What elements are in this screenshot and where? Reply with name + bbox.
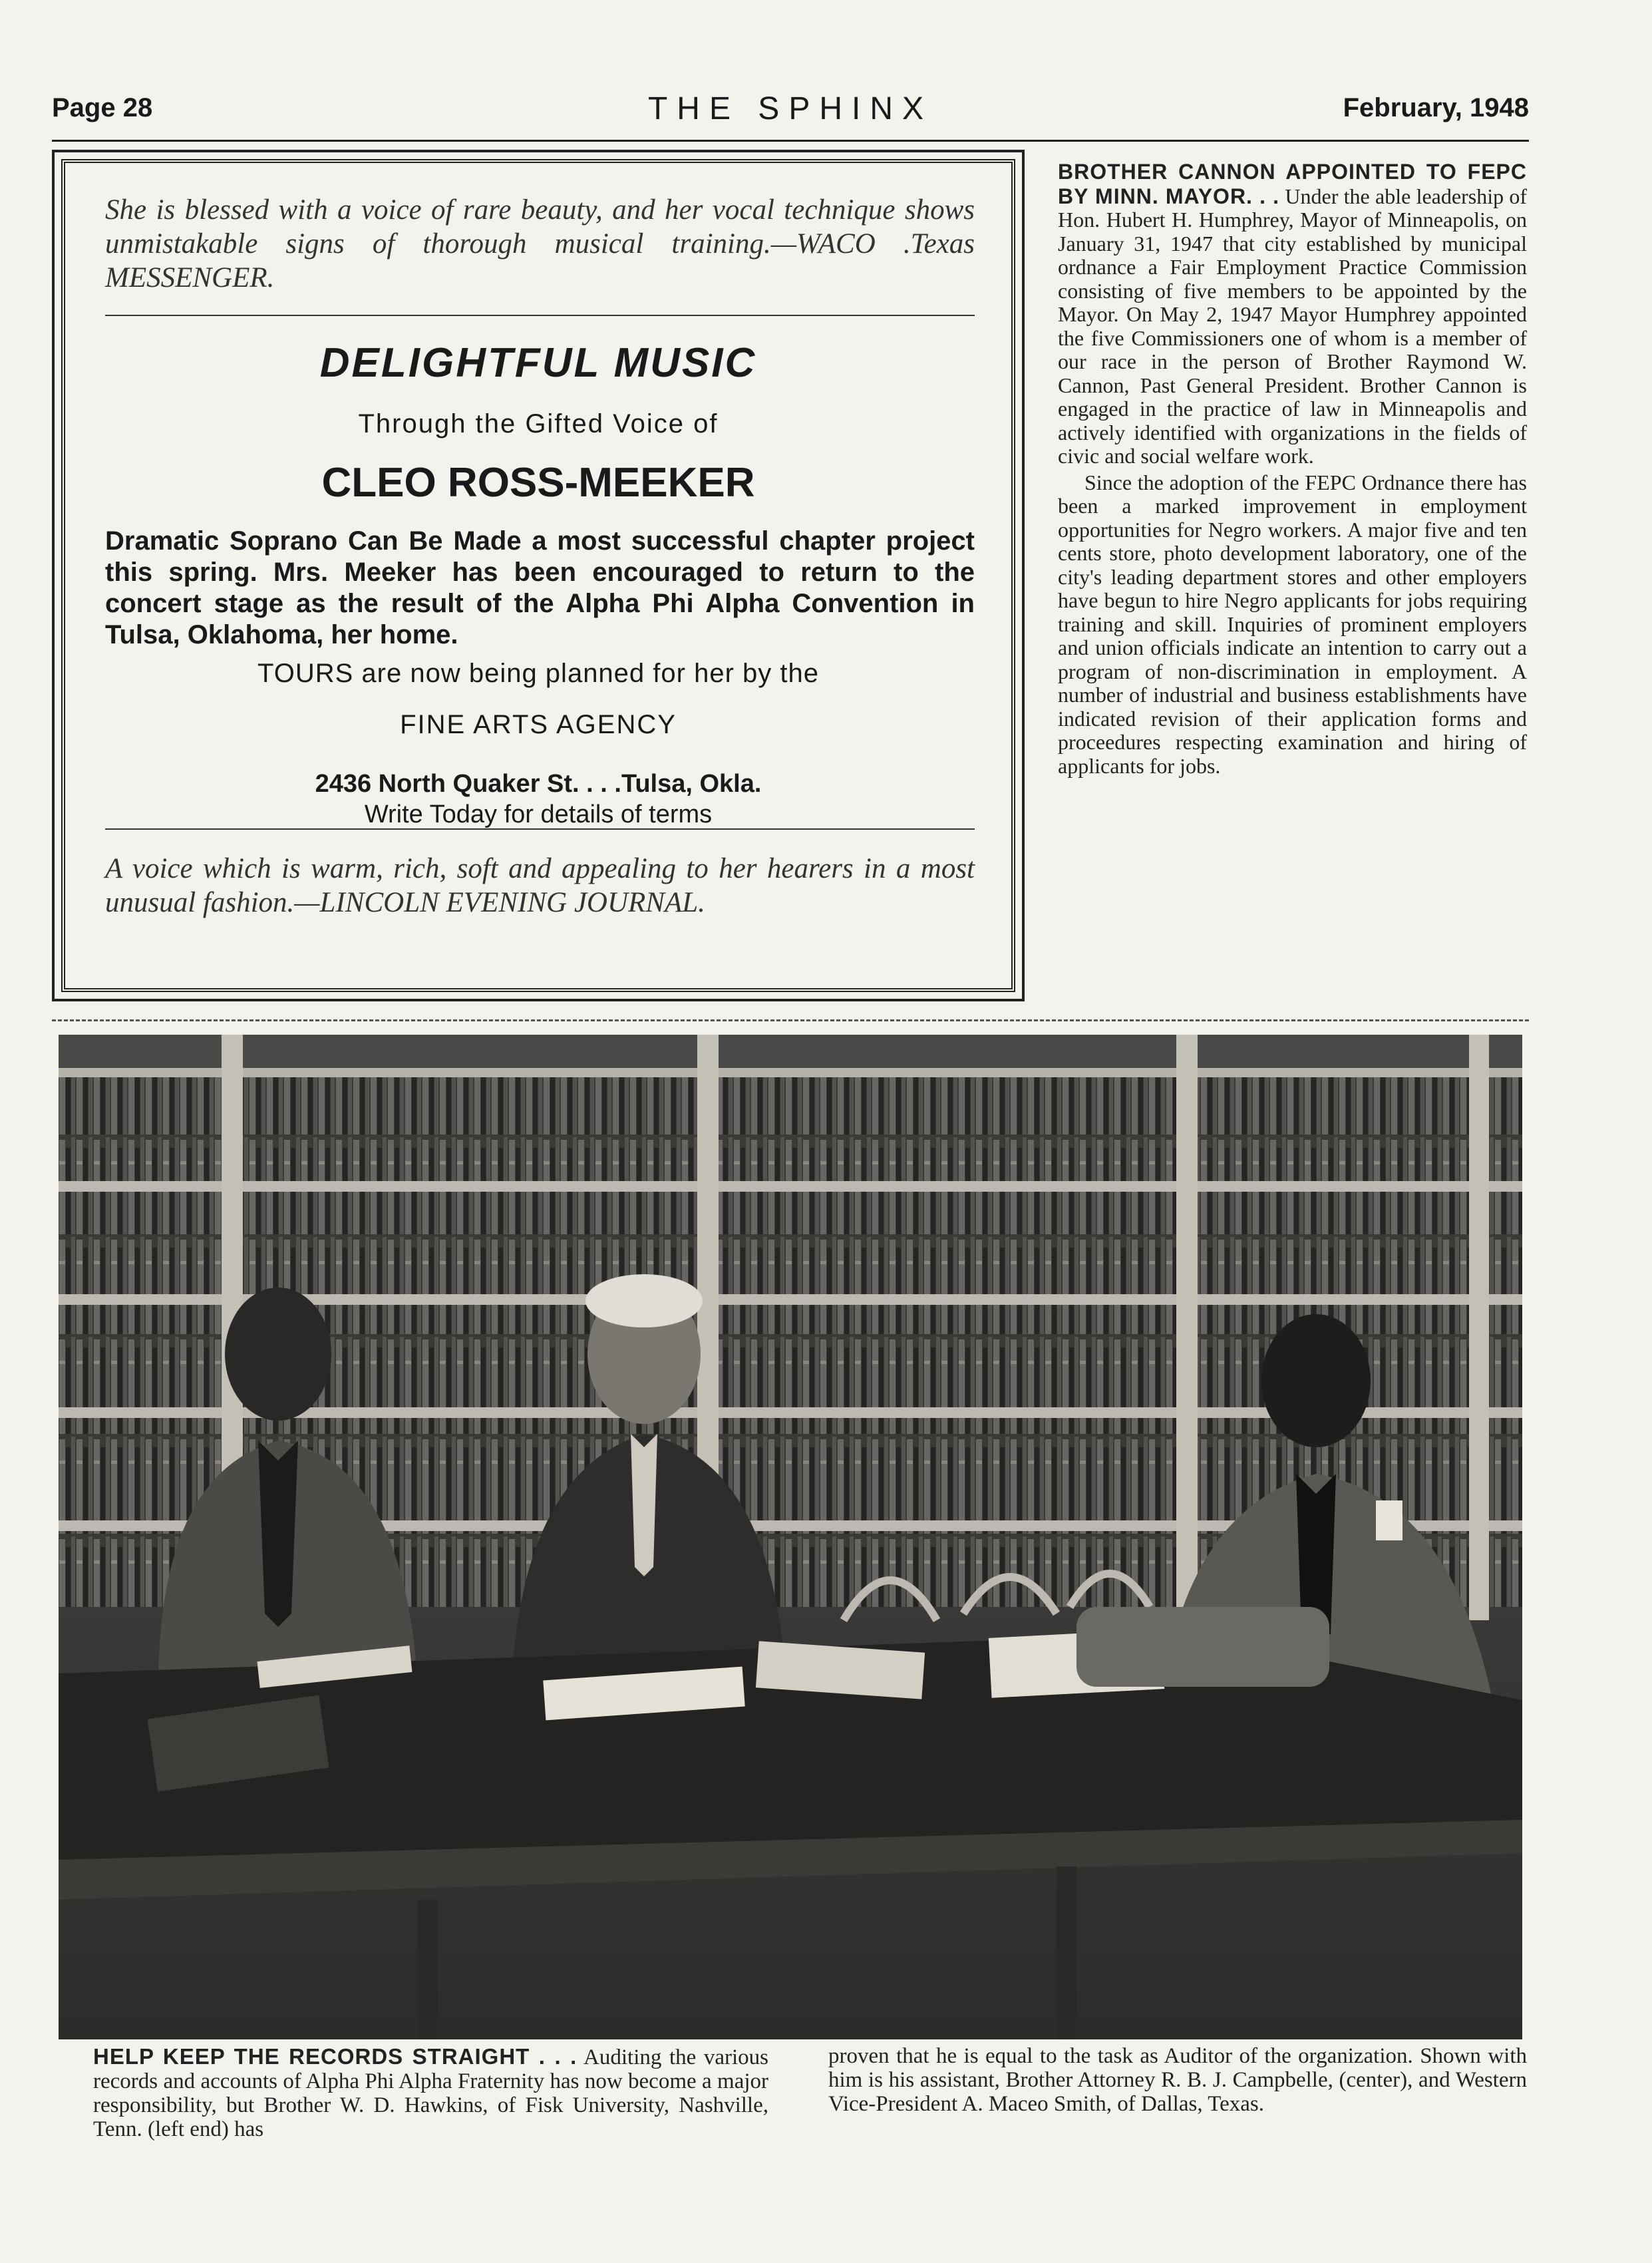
ad-divider-bottom — [105, 828, 975, 830]
caption-left-text: Auditing the various records and accounts of Alpha Phi Alpha Fraternity has now become a major responsibility, but Brother W. D. Hawkins, of Fisk University, Nashville, Tenn. (left end) has — [93, 2045, 768, 2141]
ad-address: 2436 North Quaker St. . . .Tulsa, Okla. — [315, 770, 762, 798]
ad-through-line: Through the Gifted Voice of — [358, 409, 719, 438]
ad-write-line: Write Today for details of terms — [364, 800, 713, 828]
photo-illustration — [59, 1035, 1522, 2039]
advertisement-box — [52, 150, 1025, 1001]
section-divider — [52, 1019, 1529, 1021]
article-paragraph-1-text: Under the able leadership of Hon. Hubert H. Humphrey, Mayor of Minneapolis, on January 31, 1947 that city established by municipal ordnance a Fair Employment Practice Commission consisting of five members to be appointed by the Mayor. On May 2, 1947 Mayor Humphrey appointed the five Commissioners one of whom is a member of our race in the person of Brother Raymond W. Cannon, Past General President. Brother Cannon is engaged in the practice of law in Minneapolis and actively identified with organizations in the fields of civic and social welfare work. — [1058, 184, 1528, 468]
article-column — [1058, 160, 1527, 778]
ad-quote-top: She is blessed with a voice of rare beauty, and her vocal technique shows unmistakable signs of thorough musical training.—WACO .Texas MESSENGER. — [105, 194, 975, 293]
article-paragraph-1 — [1058, 160, 1527, 468]
ad-title: DELIGHTFUL MUSIC — [319, 340, 757, 386]
ad-singer-name: CLEO ROSS-MEEKER — [321, 460, 755, 506]
photo-caption-left — [93, 2044, 768, 2141]
running-header — [52, 93, 1529, 140]
advertisement-inner-frame — [61, 159, 1015, 992]
ad-body: Dramatic Soprano Can Be Made a most successful chapter project this spring. Mrs. Meeker has been encouraged to return to the concert stage as the result of the Alpha Phi Alpha Convention in Tulsa, Oklahoma, her home. — [105, 526, 975, 649]
caption-headline: HELP KEEP THE RECORDS STRAIGHT . . . — [93, 2044, 578, 2069]
article-headline: BROTHER CANNON APPOINTED TO FEPC BY MINN. MAYOR. . . — [1058, 160, 1527, 208]
page-number: Page 28 — [52, 93, 153, 122]
auditors-photograph — [59, 1035, 1522, 2039]
header-rule — [52, 140, 1529, 142]
ad-quote-bottom: A voice which is warm, rich, soft and appealing to her hearers in a most unusual fashion.—LINCOLN EVENING JOURNAL. — [105, 853, 975, 918]
article-paragraph-2: Since the adoption of the FEPC Ordnance there has been a marked improvement in employment opportunities for Negro workers. A major five and ten cents store, photo development laboratory, one of the city's leading department stores and other employers have begun to hire Negro applicants for jobs requiring training and skill. Inquiries of prominent employers and union officials indicate an intention to carry out a program of non-discrimination in employment. A number of industrial and business establishments have indicated revision of their application forms and proceedures respecting examination and hiring of applicants for jobs. — [1058, 470, 1527, 778]
ad-agency: FINE ARTS AGENCY — [400, 710, 677, 739]
photo-caption-right: proven that he is equal to the task as Auditor of the organization. Shown with him is his assistant, Brother Attorney R. B. J. Campbelle, (center), and Western Vice-President A. Maceo Smith, of Dallas, Texas. — [828, 2044, 1527, 2116]
masthead: THE SPHINX — [647, 91, 933, 126]
issue-date: February, 1948 — [1343, 93, 1529, 122]
ad-tours-line: TOURS are now being planned for her by the — [257, 659, 819, 688]
ad-address-block — [98, 769, 978, 830]
ad-divider-top — [105, 315, 975, 316]
